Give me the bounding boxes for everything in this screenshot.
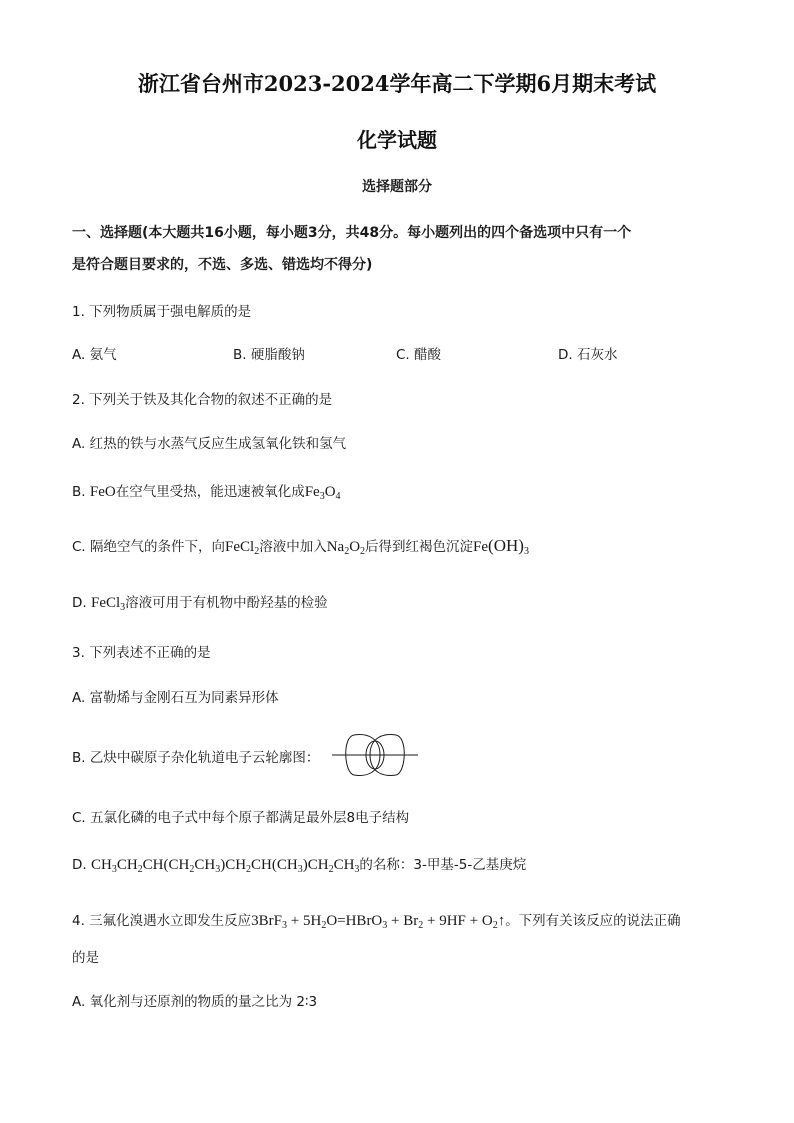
q3-option-b: B. 乙炔中碳原子杂化轨道电子云轮廓图： (72, 750, 320, 766)
q2-option-b: B. FeO在空气里受热，能迅速被氧化成$Fe_3O_4$ (72, 484, 341, 502)
q3-option-c: C. 五氯化磷的电子式中每个原子都满足最外层8电子结构 (72, 810, 410, 826)
formula-fe3o4: $Fe_3O_4$ (304, 484, 341, 502)
section-instruction-line1: 一、选择题(本大题共16小题，每小题3分，共48分。每小题列出的四个备选项中只有一个 (72, 225, 632, 241)
q1-option-b: B. 硬脂酸钠 (233, 347, 305, 363)
q4-stem: 4. 三氟化溴遇水立即发生反应$3BrF_3 + 5H_2O=HBrO_3 + Br_2 + 9HF$ + $O_2↑$。下列有关该反应的说法正确 (72, 913, 681, 931)
sp-orbital-diagram (332, 731, 418, 779)
q2-stem: 2. 下列关于铁及其化合物的叙述不正确的是 (72, 392, 333, 408)
formula-fecl3: FeCl$_3$ (90, 595, 126, 613)
formula-na2o2: $Na_2O_2$ (326, 539, 366, 557)
q1-option-d: D. 石灰水 (558, 347, 618, 363)
q4-option-a: A. 氧化剂与还原剂的物质的量之比为 2∶3 (72, 994, 318, 1010)
q1-option-a: A. 氨气 (72, 347, 117, 363)
q2-option-d: D. FeCl$_3$溶液可用于有机物中酚羟基的检验 (72, 595, 328, 613)
q3-option-d: D. $CH_3CH_2CH(CH_2CH_3)CH_2CH(CH_3)CH_2CH_3$的名称：3-甲基-5-乙基庚烷 (72, 857, 527, 875)
formula-heptane: $CH_3CH_2CH(CH_2CH_3)CH_2CH(CH_3)CH_2CH_3$ (90, 857, 360, 875)
q2-option-a: A. 红热的铁与水蒸气反应生成氢氧化铁和氢气 (72, 436, 347, 452)
section-label: 选择题部分 (362, 179, 432, 195)
q3-stem: 3. 下列表述不正确的是 (72, 645, 211, 661)
formula-feo: FeO (89, 484, 116, 500)
q1-option-c: C. 醋酸 (396, 347, 442, 363)
section-instruction-line2: 是符合题目要求的，不选、多选、错选均不得分) (72, 257, 373, 273)
formula-fecl2: FeCl$_2$ (225, 539, 260, 557)
q4-stem-line2: 的是 (72, 950, 99, 966)
formula-fe-oh3: $Fe(OH)_3$ (473, 536, 529, 557)
q1-stem: 1. 下列物质属于强电解质的是 (72, 304, 252, 320)
q2-option-c: C. 隔绝空气的条件下，向FeCl$_2$溶液中加入$Na_2O_2$后得到红褐色沉淀$Fe(OH)_3$ (72, 536, 529, 557)
exam-subtitle: 化学试题 (357, 128, 437, 152)
exam-title: 浙江省台州市2023-2024学年高二下学期6月期末考试 (137, 71, 657, 96)
reaction-equation: $3BrF_3 + 5H_2O=HBrO_3 + Br_2 + 9HF$ + $O_2↑$ (251, 913, 506, 931)
q3-option-a: A. 富勒烯与金刚石互为同素异形体 (72, 690, 279, 706)
